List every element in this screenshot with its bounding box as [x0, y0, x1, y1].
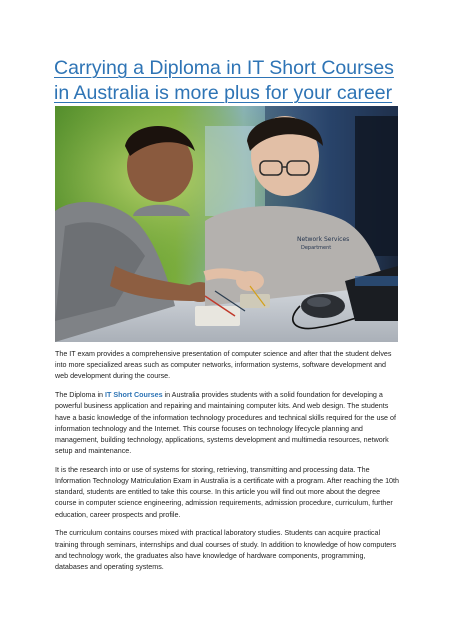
paragraph-research: It is the research into or use of systems for storing, retrieving, transmitting and processing data. The Information Technology Matriculation Exam in Australia is a certificate with a program. After reaching the 10th standard, students are entitled to take this course. In this article you will find out more about the degree course in computer science engineering, admission requirements, admission procedure, curriculum, further education, career prospects and profile. [55, 465, 399, 519]
classroom-photo-icon [55, 106, 398, 342]
shirt-text-line1: Network Services [297, 236, 350, 243]
paragraph-diploma-rest: in Australia provides students with a solid foundation for developing a powerful business application and repairing and maintaining computer kits. And web design. The students have a basic knowledge of the information technology procedures and technical skills required for the use of information technology and the Internet. This course focuses on technology lifecycle planning and management, building technology, applications, systems development and multimedia resources, network setup and maintenance. [55, 391, 396, 456]
article-body [55, 349, 400, 581]
paragraph-diploma-lead: The Diploma in [55, 391, 106, 400]
page-title[interactable]: Carrying a Diploma in IT Short Courses in Australia is more plus for your career [54, 57, 394, 104]
paragraph-diploma [55, 390, 400, 457]
shirt-text-line2: Department [301, 245, 332, 251]
it-short-courses-link[interactable]: IT Short Courses [105, 391, 163, 400]
paragraph-intro: The IT exam provides a comprehensive presentation of computer science and after that the student delves into more specialized areas such as computer networks, information systems, software development and web development during the course. [55, 350, 392, 381]
paragraph-curriculum: The curriculum contains courses mixed with practical laboratory studies. Students can acquire practical training through seminars, internships and dual courses of study. In addition to knowledge of how computers and technology work, the graduates also have knowledge of hardware components, programming, databases and operating systems. [55, 529, 397, 571]
